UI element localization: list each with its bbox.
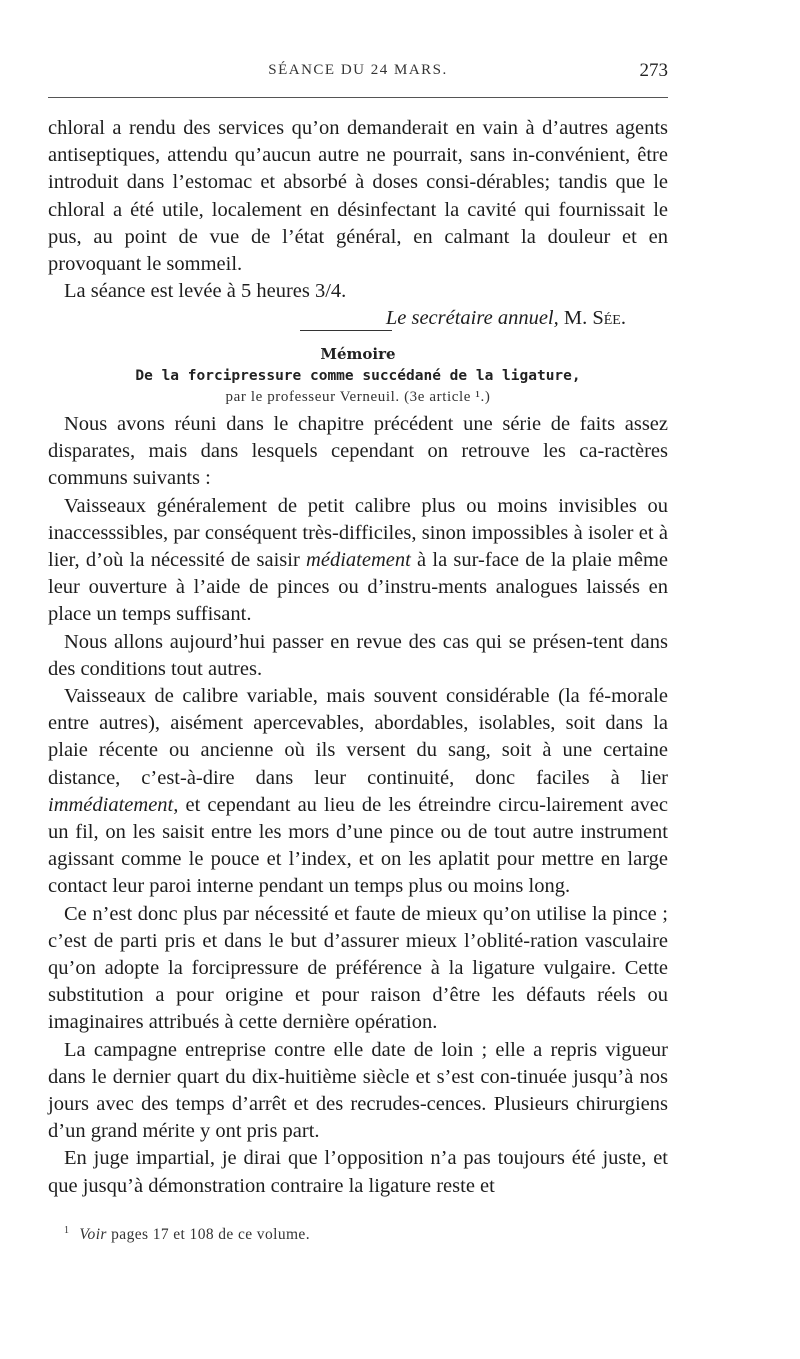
session-closing: La séance est levée à 5 heures 3/4. (64, 280, 347, 303)
memoir-label: Mémoire (320, 345, 396, 363)
signature-role: Le secrétaire annuel, (385, 307, 559, 330)
memoir-byline: par le professeur Verneuil. (3e article ¹.) (225, 389, 491, 405)
signature (48, 305, 668, 332)
paragraph-2-italic: médiatement (306, 549, 411, 572)
signature-prefix: M. (563, 307, 588, 330)
paragraph-4 (48, 683, 668, 901)
paragraph-3: Nous allons aujourd’hui passer en revue des cas qui se présen-tent dans des conditions tout autres. (48, 630, 668, 680)
signature-name: Sée. (592, 307, 626, 330)
continuation-text (48, 115, 668, 333)
paragraph-4-text-b: et cependant au lieu de les étreindre circu-lairement avec un fil, on les saisit entre les mors d’une pince ou de tout autre instrument agissant comme le pouce et l’index, et on les aplatit pour mettre en large contact leur paroi interne pendant un temps plus ou moins long. (48, 793, 669, 898)
paragraph-1: Nous avons réuni dans le chapitre précédent une série de faits assez disparates, mais dans lesquels cependant on retrouve les ca-ractères communs suivants : (48, 413, 668, 490)
footnote-italic: Voir (79, 1226, 107, 1244)
paragraph-2-text-a: Vaisseaux généralement de petit calibre plus ou moins invisibles ou inaccesssibles, par conséquent très-difficiles, sinon impossibles à isoler et à lier, d’où la nécessité de saisir (48, 494, 668, 572)
paragraph-2-text-b: à la sur-face de la plaie même leur ouverture à l’aide de pinces ou d’instru-ments analogues laissés en place un temps suffisant. (48, 549, 669, 626)
running-title: SÉANCE DU 24 MARS. (268, 62, 448, 78)
header-rule (48, 97, 668, 98)
paragraph-6: La campagne entreprise contre elle date de loin ; elle a repris vigueur dans le dernier quart du dix-huitième siècle et s’est con-tinuée jusqu’à nos jours avec des temps d’arrêt et des recrudes-cences. Plusieurs chirurgiens d’un grand mérite y ont pris part. (48, 1038, 668, 1143)
memoir-title: De la forcipressure comme succédané de la ligature, (135, 368, 581, 384)
running-head (48, 60, 668, 86)
footnote-text: pages 17 et 108 de ce volume. (111, 1226, 310, 1244)
page-number: 273 (639, 60, 668, 81)
paragraph-4-italic: immédiatement, (48, 793, 179, 816)
paragraph-7: En juge impartial, je dirai que l’opposition n’a pas toujours été juste, et que jusqu’à démonstration contraire la ligature reste et (48, 1147, 668, 1197)
footnote (64, 1221, 664, 1245)
memoir-heading (48, 343, 668, 407)
paragraph-4-text-a: Vaisseaux de calibre variable, mais souvent considérable (la fé-morale entre autres), aisément apercevables, abordables, isolables, soit dans la plaie récente ou ancienne où ils versent du sang, soit à une certaine distance, c’est-à-dire dans leur continuité, donc faciles à lier (48, 685, 668, 789)
paragraph-5: Ce n’est donc plus par nécessité et faute de mieux qu’on utilise la pince ; c’est de parti pris et dans le but d’assurer mieux l’oblité-ration vasculaire qu’on adopte la forcipressure de préférence à la ligature vulgaire. Cette substitution a pour origine et pour raison d’être les défauts réels ou imaginaires attribués à cette dernière opération. (48, 902, 668, 1034)
continuation-paragraph: chloral a rendu des services qu’on demanderait en vain à d’autres agents antiseptiques, attendu qu’aucun autre ne pourrait, sans in-convénient, être introduit dans l’estomac et absorbé à doses consi-dérables; tandis que le chloral a été utile, localement en désinfectant la cavité qui fournissait le pus, au point de vue de l’état général, en calmant la douleur et en provoquant le sommeil. (48, 117, 668, 276)
section-divider (300, 330, 392, 331)
paragraph-2 (48, 493, 668, 629)
footnote-marker: 1 (64, 1225, 70, 1236)
memoir-body (48, 411, 668, 1200)
